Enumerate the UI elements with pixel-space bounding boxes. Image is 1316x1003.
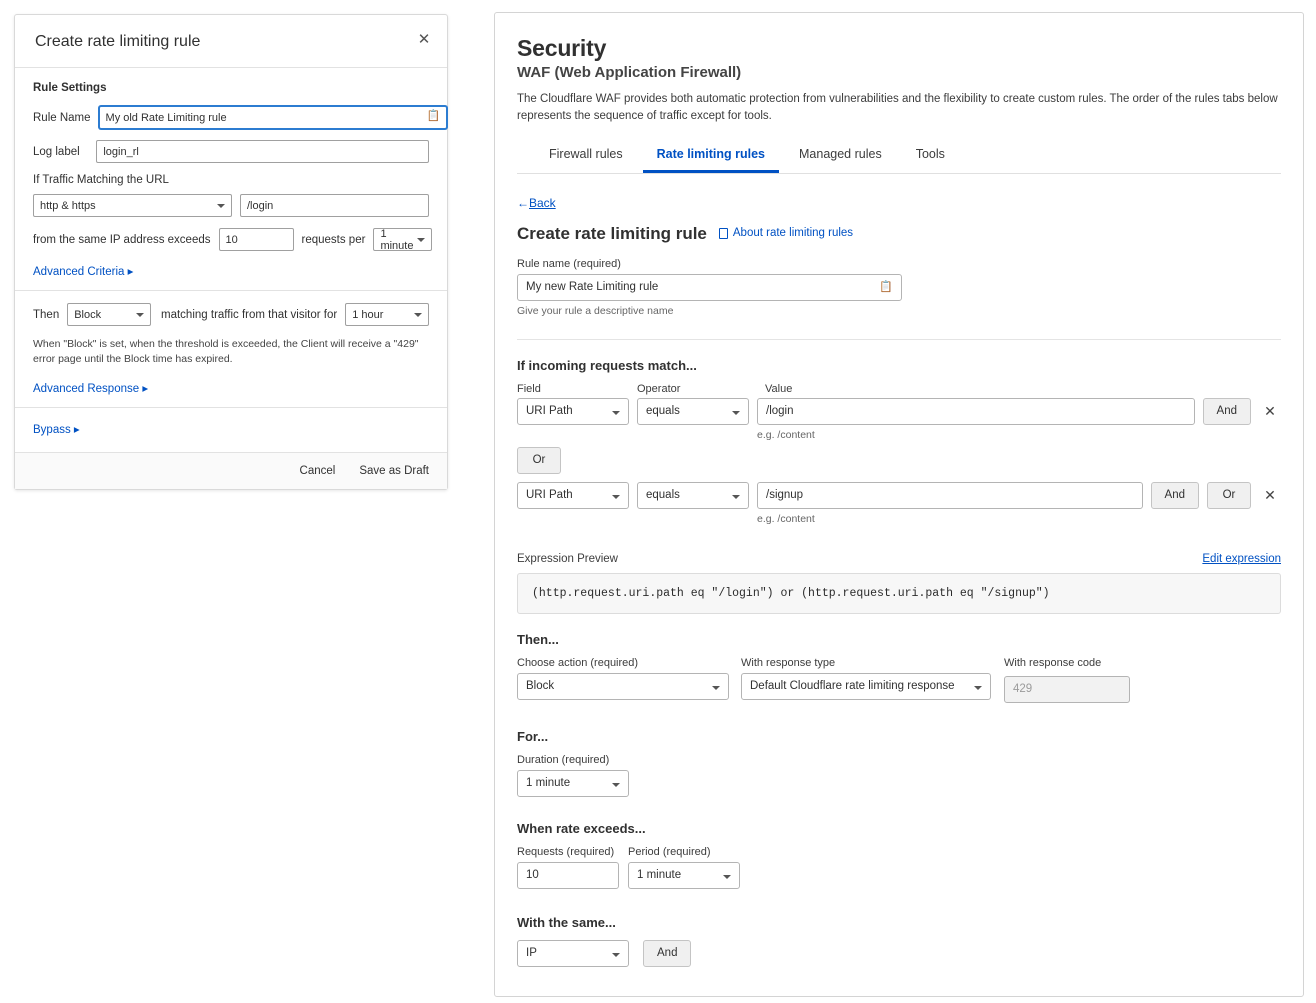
condition-field-value: URI Path bbox=[526, 489, 573, 501]
condition-operator-group bbox=[637, 482, 749, 509]
condition-value-hint: e.g. /content bbox=[757, 512, 815, 525]
period-group bbox=[628, 846, 740, 889]
chevron-down-icon bbox=[732, 411, 740, 415]
then-section-title: Then... bbox=[517, 631, 559, 647]
legacy-rule-name-input-wrap bbox=[99, 106, 447, 129]
legacy-rule-name-label: Rule Name bbox=[33, 111, 91, 124]
for-section-title: For... bbox=[517, 728, 549, 744]
action-select[interactable] bbox=[517, 673, 729, 700]
legacy-log-label-row bbox=[33, 140, 429, 163]
action-group bbox=[517, 657, 729, 700]
chevron-down-icon bbox=[974, 686, 982, 690]
tab-tools[interactable]: Tools bbox=[915, 146, 945, 161]
response-type-label: With response type bbox=[741, 656, 836, 669]
characteristic-and-button[interactable]: And bbox=[643, 940, 691, 967]
close-icon[interactable]: ✕ bbox=[415, 31, 433, 49]
rule-settings-heading: Rule Settings bbox=[33, 82, 107, 94]
legacy-url-match-label: If Traffic Matching the URL bbox=[33, 174, 169, 186]
legacy-duration-select[interactable] bbox=[345, 303, 429, 326]
save-as-draft-button[interactable]: Save as Draft bbox=[359, 465, 429, 478]
page-subtitle: WAF (Web Application Firewall) bbox=[517, 64, 742, 81]
page-description: The Cloudflare WAF provides both automatic protection from vulnerabilities and the flexibility to create custom rules. The order of the rules tabs below represents the sequence of traffic except for tools. bbox=[517, 93, 1278, 123]
tab-managed-rules[interactable]: Managed rules bbox=[799, 146, 882, 161]
legacy-log-label-label: Log label bbox=[33, 145, 80, 158]
requests-label: Requests (required) bbox=[517, 845, 615, 858]
waf-panel bbox=[494, 12, 1304, 997]
rule-name-input-wrap bbox=[517, 274, 902, 301]
legacy-threshold-row bbox=[33, 228, 429, 251]
advanced-response-link[interactable] bbox=[33, 381, 148, 395]
response-code-input[interactable] bbox=[1004, 676, 1130, 703]
duration-value: 1 minute bbox=[526, 777, 571, 789]
back-link[interactable] bbox=[517, 196, 556, 210]
condition-field-group bbox=[517, 398, 629, 425]
legacy-period-value: 1 minute bbox=[380, 227, 414, 252]
legacy-rate-limit-dialog bbox=[14, 14, 448, 490]
chevron-down-icon bbox=[612, 783, 620, 787]
legacy-dialog-title: Create rate limiting rule bbox=[35, 33, 201, 50]
condition-or-button[interactable]: Or bbox=[1207, 482, 1251, 509]
expression-preview-box: (http.request.uri.path eq "/login") or (http.request.uri.path eq "/signup") bbox=[517, 573, 1281, 614]
col-field-header: Field bbox=[517, 382, 541, 395]
duration-select[interactable] bbox=[517, 770, 629, 797]
legacy-action-select[interactable] bbox=[67, 303, 151, 326]
condition-value-group bbox=[757, 482, 1143, 525]
chevron-down-icon bbox=[612, 495, 620, 499]
period-select[interactable] bbox=[628, 862, 740, 889]
tab-rate-limiting-rules[interactable]: Rate limiting rules bbox=[643, 140, 779, 173]
characteristic-select[interactable] bbox=[517, 940, 629, 967]
match-section-title: If incoming requests match... bbox=[517, 357, 697, 373]
legacy-divider-1 bbox=[15, 290, 447, 291]
period-value: 1 minute bbox=[637, 869, 682, 881]
waf-tabs bbox=[517, 140, 1281, 174]
condition-field-group bbox=[517, 482, 629, 509]
legacy-scheme-select[interactable] bbox=[33, 194, 232, 217]
legacy-dialog-body bbox=[15, 68, 447, 452]
requests-group bbox=[517, 846, 619, 889]
advanced-criteria-label: Advanced Criteria bbox=[33, 266, 125, 278]
condition-field-select[interactable] bbox=[517, 482, 629, 509]
legacy-threshold-input[interactable] bbox=[219, 228, 294, 251]
chevron-down-icon bbox=[612, 953, 620, 957]
copy-icon[interactable]: 📋 bbox=[879, 280, 893, 293]
or-button-wrap bbox=[517, 447, 1281, 474]
characteristic-fields bbox=[517, 940, 1281, 967]
rate-fields bbox=[517, 846, 1281, 889]
chevron-down-icon bbox=[417, 238, 425, 242]
legacy-divider-2 bbox=[15, 407, 447, 408]
about-rate-limiting-link[interactable] bbox=[719, 227, 853, 239]
expression-preview-label: Expression Preview bbox=[517, 552, 618, 565]
chevron-down-icon bbox=[414, 313, 422, 317]
response-type-group bbox=[741, 657, 991, 700]
response-code-group bbox=[1004, 657, 1130, 703]
condition-and-button[interactable]: And bbox=[1151, 482, 1199, 509]
rule-name-group bbox=[517, 258, 902, 317]
cancel-button[interactable]: Cancel bbox=[299, 465, 336, 478]
condition-field-select[interactable] bbox=[517, 398, 629, 425]
legacy-scheme-value: http & https bbox=[40, 199, 96, 212]
divider-after-rule-name bbox=[517, 339, 1281, 340]
legacy-threshold-suffix: requests per bbox=[301, 233, 366, 246]
legacy-then-label: Then bbox=[33, 308, 60, 321]
legacy-then-row bbox=[33, 303, 429, 326]
legacy-rule-name-input[interactable] bbox=[99, 106, 447, 129]
condition-operator-select[interactable] bbox=[637, 398, 749, 425]
action-label: Choose action (required) bbox=[517, 656, 639, 669]
about-link-label: About rate limiting rules bbox=[732, 227, 854, 239]
condition-operator-select[interactable] bbox=[637, 482, 749, 509]
advanced-response-label: Advanced Response bbox=[33, 383, 140, 396]
same-section-title: With the same... bbox=[517, 914, 616, 930]
legacy-block-help-text: When "Block" is set, when the threshold is exceeded, the Client will receive a "429" error page until the Block time has expired. bbox=[33, 338, 419, 366]
requests-input[interactable] bbox=[517, 862, 619, 889]
form-title: Create rate limiting rule bbox=[517, 223, 707, 243]
legacy-url-row bbox=[33, 194, 429, 217]
close-icon[interactable]: ✕ bbox=[1259, 482, 1281, 509]
response-code-label: With response code bbox=[1004, 656, 1102, 669]
condition-operator-value: equals bbox=[646, 489, 680, 501]
chevron-down-icon bbox=[732, 495, 740, 499]
chevron-right-icon: ▸ bbox=[127, 266, 134, 278]
bypass-link[interactable] bbox=[33, 422, 80, 436]
copy-icon[interactable]: 📋 bbox=[426, 110, 441, 122]
rule-name-hint: Give your rule a descriptive name bbox=[517, 304, 674, 317]
characteristic-value: IP bbox=[526, 947, 537, 959]
condition-row bbox=[517, 482, 1281, 525]
legacy-period-select[interactable] bbox=[373, 228, 432, 251]
chevron-down-icon bbox=[712, 686, 720, 690]
chevron-down-icon bbox=[723, 875, 731, 879]
col-operator-header: Operator bbox=[637, 382, 681, 395]
condition-column-headers bbox=[517, 383, 1281, 395]
page-title: Security bbox=[517, 35, 607, 61]
legacy-path-input[interactable] bbox=[240, 194, 429, 217]
condition-and-button[interactable]: And bbox=[1203, 398, 1251, 425]
condition-row bbox=[517, 398, 1281, 441]
condition-value-group bbox=[757, 398, 1195, 441]
chevron-down-icon bbox=[612, 411, 620, 415]
col-value-header: Value bbox=[765, 382, 793, 395]
back-label: Back bbox=[529, 195, 556, 210]
condition-value-input[interactable] bbox=[757, 482, 1143, 509]
condition-or-button[interactable]: Or bbox=[517, 447, 561, 474]
expression-preview-header bbox=[517, 553, 1281, 565]
period-label: Period (required) bbox=[628, 845, 711, 858]
duration-label: Duration (required) bbox=[517, 753, 610, 766]
rule-name-input[interactable] bbox=[517, 274, 902, 301]
then-fields bbox=[517, 657, 1281, 703]
legacy-dialog-footer bbox=[15, 452, 447, 489]
legacy-rule-name-row bbox=[33, 106, 441, 129]
tab-firewall-rules[interactable]: Firewall rules bbox=[549, 146, 623, 161]
chevron-right-icon: ▸ bbox=[73, 424, 80, 437]
chevron-right-icon: ▸ bbox=[142, 383, 149, 396]
legacy-threshold-prefix: from the same IP address exceeds bbox=[33, 233, 211, 246]
action-value: Block bbox=[526, 680, 555, 692]
advanced-criteria-link[interactable] bbox=[33, 264, 133, 278]
chevron-down-icon bbox=[217, 204, 225, 208]
condition-field-value: URI Path bbox=[526, 405, 573, 417]
legacy-duration-value: 1 hour bbox=[352, 308, 384, 321]
response-type-select[interactable] bbox=[741, 673, 991, 700]
legacy-then-suffix: matching traffic from that visitor for bbox=[161, 308, 338, 321]
arrow-left-icon: ← bbox=[517, 195, 529, 210]
close-icon[interactable]: ✕ bbox=[1259, 398, 1281, 425]
edit-expression-link[interactable]: Edit expression bbox=[1202, 552, 1281, 565]
condition-value-input[interactable] bbox=[757, 398, 1195, 425]
document-icon bbox=[719, 228, 728, 239]
condition-operator-value: equals bbox=[646, 405, 680, 417]
legacy-action-value: Block bbox=[74, 308, 102, 321]
legacy-log-label-input[interactable] bbox=[96, 140, 429, 163]
bypass-label: Bypass bbox=[33, 424, 71, 437]
condition-value-hint: e.g. /content bbox=[757, 428, 815, 441]
rule-form-header bbox=[517, 224, 1281, 244]
duration-group bbox=[517, 754, 629, 797]
legacy-dialog-header bbox=[15, 15, 447, 68]
rate-section-title: When rate exceeds... bbox=[517, 820, 646, 836]
rule-name-label: Rule name (required) bbox=[517, 257, 621, 270]
response-type-value: Default Cloudflare rate limiting response bbox=[750, 680, 955, 692]
chevron-down-icon bbox=[136, 313, 144, 317]
condition-operator-group bbox=[637, 398, 749, 425]
